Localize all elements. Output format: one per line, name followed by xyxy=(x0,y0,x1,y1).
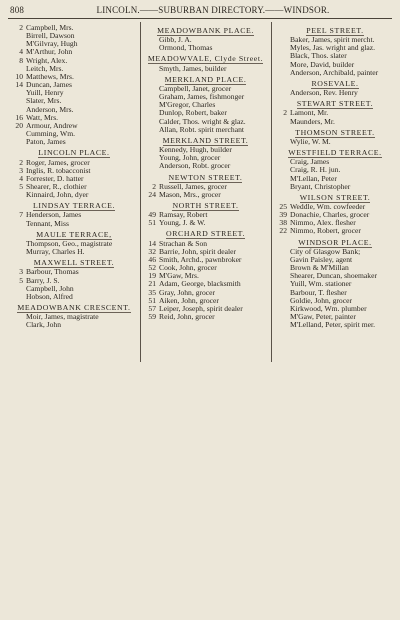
house-number: 2 xyxy=(19,24,23,32)
directory-entry xyxy=(10,97,138,105)
resident-name: Barbour, T. flesher xyxy=(290,288,347,297)
resident-name: Smith, Archd., pawnbroker xyxy=(159,255,242,264)
house-number xyxy=(274,36,290,44)
resident-name: Kennedy, Hugh, builder xyxy=(159,146,232,155)
directory-entry xyxy=(143,183,268,191)
street-heading-text: WESTFIELD TERRACE. xyxy=(288,148,382,158)
resident-name: Baker, James, spirit mercht. xyxy=(290,36,375,45)
resident-name: Leitch, Mrs. xyxy=(26,64,64,73)
house-number xyxy=(274,321,290,329)
house-number: 57 xyxy=(148,303,156,313)
resident-name: Weddle, Wm. cowfeeder xyxy=(290,202,366,211)
directory-entry xyxy=(10,57,138,65)
directory-entry xyxy=(10,175,138,183)
resident-name: Barrie, John, spirit dealer xyxy=(159,247,236,256)
directory-entry xyxy=(274,321,396,329)
resident-name: Moir, James, magistrate xyxy=(26,313,99,322)
directory-entry xyxy=(274,297,396,305)
resident-name: More, David, builder xyxy=(290,60,355,69)
house-number: 10 xyxy=(15,71,23,81)
house-number xyxy=(274,289,290,297)
house-number xyxy=(274,69,290,77)
street-heading xyxy=(274,149,396,157)
house-number xyxy=(10,97,26,105)
directory-entry xyxy=(143,154,268,162)
house-number: 19 xyxy=(148,271,156,281)
house-number xyxy=(274,280,290,288)
directory-entry xyxy=(274,313,396,321)
column-divider xyxy=(271,22,272,362)
directory-entry xyxy=(10,277,138,285)
directory-entry xyxy=(274,52,396,60)
house-number xyxy=(274,118,290,126)
directory-entry xyxy=(143,93,268,101)
house-number xyxy=(10,220,26,228)
resident-name: M'Gilvray, Hugh xyxy=(26,40,78,49)
directory-entry xyxy=(10,293,138,301)
directory-entry xyxy=(143,280,268,288)
house-number: 21 xyxy=(148,279,156,289)
resident-name: Birrell, Dawson xyxy=(26,32,75,41)
street-heading-text: STEWART STREET. xyxy=(296,99,374,109)
directory-entry xyxy=(10,321,138,329)
street-heading xyxy=(10,202,138,210)
resident-name: M'Gaw, Peter, painter xyxy=(290,313,356,321)
street-heading-text: MAULE TERRACE, xyxy=(36,229,112,239)
house-number xyxy=(274,183,290,191)
street-heading xyxy=(274,80,396,88)
directory-entry xyxy=(10,268,138,276)
resident-name: Campbell, John xyxy=(26,284,74,293)
resident-name: Watt, Mrs. xyxy=(26,113,59,122)
directory-entry xyxy=(143,305,268,313)
resident-name: Yuill, Wm. stationer xyxy=(290,280,352,289)
house-number: 46 xyxy=(148,254,156,264)
directory-entry xyxy=(143,109,268,117)
directory-entry xyxy=(274,248,396,256)
resident-name: Thompson, Geo., magistrate xyxy=(26,239,113,248)
resident-name: Russell, James, grocer xyxy=(159,182,227,191)
house-number: 51 xyxy=(148,295,156,305)
directory-entry xyxy=(10,106,138,114)
resident-name: Craig, R. H. jun. xyxy=(290,166,341,175)
house-number xyxy=(10,89,26,97)
street-heading-text: MEADOWVALE, Clyde Street. xyxy=(147,54,264,64)
house-number xyxy=(274,61,290,69)
house-number xyxy=(143,109,159,117)
street-heading xyxy=(274,239,396,247)
house-number xyxy=(274,89,290,97)
street-heading xyxy=(143,230,268,238)
header-rule xyxy=(8,18,392,19)
directory-entry xyxy=(10,285,138,293)
directory-entry xyxy=(274,211,396,219)
house-number xyxy=(274,305,290,313)
directory-entry xyxy=(143,36,268,44)
street-heading xyxy=(274,27,396,35)
house-number xyxy=(143,85,159,93)
house-number: 2 xyxy=(152,181,156,191)
directory-entry xyxy=(274,219,396,227)
street-heading-text: WILSON STREET. xyxy=(299,192,371,202)
resident-name: Nimmo, Robert, grocer xyxy=(290,227,361,236)
directory-entry xyxy=(143,297,268,305)
directory-entry xyxy=(10,122,138,130)
street-heading-text: LINCOLN PLACE. xyxy=(38,148,110,158)
house-number xyxy=(143,93,159,101)
resident-name: Armour, Andrew xyxy=(26,121,78,130)
house-number xyxy=(10,293,26,301)
directory-entry xyxy=(10,65,138,73)
directory-entry xyxy=(10,313,138,321)
street-heading-text: ROSEVALE. xyxy=(311,78,359,88)
street-heading-text: THOMSON STREET. xyxy=(295,127,375,137)
directory-entry xyxy=(10,48,138,56)
directory-entry xyxy=(143,126,268,134)
house-number xyxy=(274,248,290,256)
resident-name: Donachie, Charles, grocer xyxy=(290,211,370,220)
directory-entry xyxy=(274,69,396,77)
resident-name: M'Gregor, Charles xyxy=(159,101,216,110)
resident-name: Reid, John, grocer xyxy=(159,313,215,321)
house-number: 14 xyxy=(15,80,23,90)
street-heading xyxy=(143,27,268,35)
directory-entry xyxy=(274,289,396,297)
house-number: 4 xyxy=(19,173,23,183)
resident-name: Anderson, Mrs. xyxy=(26,105,74,114)
directory-entry xyxy=(274,203,396,211)
directory-entry xyxy=(10,114,138,122)
resident-name: Shearer, Duncan, shoemaker xyxy=(290,272,377,281)
house-number: 2 xyxy=(19,157,23,167)
street-heading xyxy=(143,202,268,210)
resident-name: Paton, James xyxy=(26,138,66,147)
resident-name: Clark, John xyxy=(26,321,62,330)
resident-name: Matthews, Mrs. xyxy=(26,72,74,81)
street-heading xyxy=(10,304,138,312)
directory-entry xyxy=(143,272,268,280)
resident-name: Hobson, Alfred xyxy=(26,292,73,301)
house-number xyxy=(143,36,159,44)
resident-name: Gavin Paisley, agent xyxy=(290,255,353,264)
street-heading-text: MEADOWBANK CRESCENT. xyxy=(17,303,131,312)
directory-entry xyxy=(10,138,138,146)
directory-entry xyxy=(274,183,396,191)
directory-entry xyxy=(10,89,138,97)
directory-entry xyxy=(10,81,138,89)
house-number xyxy=(10,240,26,248)
resident-name: Barbour, Thomas xyxy=(26,268,79,277)
directory-entry xyxy=(143,289,268,297)
house-number xyxy=(143,101,159,109)
directory-entry xyxy=(143,146,268,154)
house-number: 7 xyxy=(19,210,23,220)
resident-name: M'Lellan, Peter xyxy=(290,174,337,183)
directory-entry xyxy=(10,40,138,48)
directory-entry xyxy=(143,191,268,199)
house-number xyxy=(143,65,159,73)
column-2 xyxy=(143,24,268,364)
directory-entry xyxy=(143,219,268,227)
column-divider xyxy=(140,22,141,362)
resident-name: Young, J. & W. xyxy=(159,219,206,228)
resident-name: Campbell, Janet, grocer xyxy=(159,84,232,93)
resident-name: Slater, Mrs. xyxy=(26,97,62,106)
resident-name: M'Gaw, Mrs. xyxy=(159,272,199,281)
resident-name: Cumming, Wm. xyxy=(26,130,76,139)
house-number xyxy=(274,44,290,52)
house-number xyxy=(274,297,290,305)
house-number xyxy=(143,162,159,170)
house-number xyxy=(274,313,290,321)
resident-name: Adam, George, blacksmith xyxy=(159,280,241,289)
directory-entry xyxy=(10,220,138,228)
directory-entry xyxy=(143,162,268,170)
directory-entry xyxy=(10,248,138,256)
directory-entry xyxy=(274,264,396,272)
house-number: 5 xyxy=(19,181,23,191)
house-number xyxy=(10,138,26,146)
directory-entry xyxy=(274,44,396,52)
resident-name: Anderson, Rev. Henry xyxy=(290,89,358,98)
resident-name: M'Arthur, John xyxy=(26,48,73,57)
directory-entry xyxy=(274,280,396,288)
resident-name: City of Glasgow Bank; xyxy=(290,247,361,256)
house-number xyxy=(274,166,290,174)
resident-name: Kinnaird, John, dyer xyxy=(26,191,89,200)
resident-name: Strachan & Son xyxy=(159,239,208,248)
column-1 xyxy=(10,24,138,364)
directory-entry xyxy=(274,158,396,166)
house-number xyxy=(10,32,26,40)
house-number xyxy=(143,154,159,162)
house-number: 39 xyxy=(279,210,287,220)
street-heading-text: NORTH STREET. xyxy=(172,200,239,210)
directory-entry xyxy=(10,32,138,40)
directory-entry xyxy=(10,167,138,175)
street-heading xyxy=(274,194,396,202)
resident-name: Aiken, John, grocer xyxy=(159,296,219,305)
directory-entry xyxy=(143,248,268,256)
street-heading xyxy=(274,100,396,108)
resident-name: Black, Thos. slater xyxy=(290,52,347,61)
resident-name: Cook, John, grocer xyxy=(159,264,217,273)
house-number: 2 xyxy=(283,108,287,118)
street-heading xyxy=(143,76,268,84)
house-number xyxy=(274,138,290,146)
page-header xyxy=(10,3,390,17)
resident-name: Leiper, Joseph, spirit dealer xyxy=(159,304,243,313)
directory-entry xyxy=(143,313,268,321)
resident-name: Forrester, D. hatter xyxy=(26,174,84,183)
directory-entry xyxy=(10,240,138,248)
resident-name: Kirkwood, Wm. plumber xyxy=(290,304,367,313)
street-heading-text: WINDSOR PLACE. xyxy=(298,237,372,247)
house-number xyxy=(274,175,290,183)
house-number: 4 xyxy=(19,47,23,57)
resident-name: Gibb, J. A. xyxy=(159,36,192,45)
house-number xyxy=(10,313,26,321)
street-heading-text: MEADOWBANK PLACE. xyxy=(157,26,254,35)
house-number xyxy=(10,321,26,329)
resident-name: Barry, J. S. xyxy=(26,276,60,285)
running-title: LINCOLN.——SUBURBAN DIRECTORY.——WINDSOR. xyxy=(96,5,330,15)
resident-name: Yuill, Henry xyxy=(26,89,64,98)
street-heading xyxy=(143,174,268,182)
house-number: 16 xyxy=(15,112,23,122)
house-number xyxy=(274,264,290,272)
resident-name: Nimmo, Alex. flesher xyxy=(290,219,356,228)
street-heading-text: NEWTON STREET. xyxy=(168,172,243,182)
house-number xyxy=(143,118,159,126)
directory-entry xyxy=(274,166,396,174)
house-number: 3 xyxy=(19,165,23,175)
house-number: 8 xyxy=(19,55,23,65)
house-number xyxy=(10,285,26,293)
house-number xyxy=(10,248,26,256)
directory-entry xyxy=(274,36,396,44)
directory-entry xyxy=(143,118,268,126)
page-number: 808 xyxy=(10,5,25,15)
street-heading-text: MERKLAND PLACE. xyxy=(164,74,247,84)
house-number: 25 xyxy=(279,201,287,211)
directory-entry xyxy=(274,109,396,117)
house-number xyxy=(143,44,159,52)
resident-name: Roger, James, grocer xyxy=(26,158,90,167)
street-heading xyxy=(274,129,396,137)
resident-name: Allan, Robt. spirit merchant xyxy=(159,125,244,134)
directory-entry xyxy=(274,89,396,97)
street-heading xyxy=(10,149,138,157)
resident-name: Ramsay, Robert xyxy=(159,211,208,220)
house-number: 35 xyxy=(148,287,156,297)
directory-entry xyxy=(10,191,138,199)
resident-name: Wright, Alex. xyxy=(26,56,68,65)
street-heading-text: MAXWELL STREET. xyxy=(33,258,115,268)
house-number: 20 xyxy=(15,120,23,130)
directory-entry xyxy=(274,138,396,146)
street-heading-text: PEEL STREET. xyxy=(306,26,364,35)
house-number: 38 xyxy=(279,218,287,228)
resident-name: Duncan, James xyxy=(26,81,72,90)
directory-entry xyxy=(274,227,396,235)
resident-name: Tennant, Miss xyxy=(26,219,69,228)
house-number: 32 xyxy=(148,246,156,256)
resident-name: Shearer, R., clothier xyxy=(26,182,87,191)
house-number: 24 xyxy=(148,189,156,199)
directory-entry xyxy=(274,175,396,183)
resident-name: Gray, John, grocer xyxy=(159,288,216,297)
directory-entry xyxy=(10,183,138,191)
resident-name: Wylie, W. M. xyxy=(290,137,331,146)
resident-name: Mason, Mrs., grocer xyxy=(159,190,221,199)
directory-entry xyxy=(10,73,138,81)
house-number: 52 xyxy=(148,263,156,273)
house-number: 5 xyxy=(19,275,23,285)
directory-entry xyxy=(143,211,268,219)
house-number xyxy=(274,158,290,166)
directory-entry xyxy=(143,101,268,109)
house-number: 22 xyxy=(279,226,287,236)
resident-name: Bryant, Christopher xyxy=(290,182,351,191)
directory-entry xyxy=(274,305,396,313)
house-number xyxy=(274,52,290,60)
resident-name: Calder, Thos. wright & glaz. xyxy=(159,117,246,126)
house-number: 59 xyxy=(148,312,156,321)
directory-entry xyxy=(143,240,268,248)
house-number xyxy=(10,130,26,138)
directory-entry xyxy=(10,24,138,32)
street-heading xyxy=(143,55,268,63)
house-number xyxy=(143,126,159,134)
directory-entry xyxy=(10,211,138,219)
column-3 xyxy=(274,24,396,364)
house-number: 49 xyxy=(148,210,156,220)
house-number: 51 xyxy=(148,218,156,228)
street-heading-text: LINDSAY TERRACE. xyxy=(32,201,116,211)
house-number xyxy=(10,40,26,48)
street-heading-text: MERKLAND STREET. xyxy=(162,135,249,145)
resident-name: Anderson, Robt. grocer xyxy=(159,162,231,171)
directory-entry xyxy=(274,272,396,280)
resident-name: Anderson, Archibald, painter xyxy=(290,68,379,77)
directory-entry xyxy=(143,44,268,52)
resident-name: Craig, James xyxy=(290,158,330,167)
directory-entry xyxy=(143,264,268,272)
house-number: 14 xyxy=(148,238,156,248)
directory-entry xyxy=(10,130,138,138)
resident-name: Maunders, Mr. xyxy=(290,117,335,126)
directory-entry xyxy=(143,85,268,93)
resident-name: Inglis, R. tobacconist xyxy=(26,166,91,175)
resident-name: Smyth, James, builder xyxy=(159,64,227,73)
street-heading xyxy=(143,137,268,145)
street-heading xyxy=(10,259,138,267)
house-number xyxy=(274,272,290,280)
resident-name: Goldie, John, grocer xyxy=(290,296,352,305)
house-number: 3 xyxy=(19,267,23,277)
directory-entry xyxy=(274,256,396,264)
street-heading xyxy=(10,231,138,239)
directory-entry xyxy=(143,65,268,73)
house-number xyxy=(143,146,159,154)
resident-name: Lamont, Mr. xyxy=(290,109,329,118)
resident-name: Campbell, Mrs. xyxy=(26,24,74,32)
resident-name: Brown & M'Millan xyxy=(290,264,349,273)
resident-name: Graham, James, fishmonger xyxy=(159,93,245,102)
directory-entry xyxy=(10,159,138,167)
directory-entry xyxy=(143,256,268,264)
resident-name: Dunlop, Robert, baker xyxy=(159,109,227,118)
resident-name: Young, John, grocer xyxy=(159,154,221,163)
resident-name: Henderson, James xyxy=(26,211,82,220)
street-heading-text: ORCHARD STREET. xyxy=(165,229,246,239)
resident-name: Murray, Charles H. xyxy=(26,248,85,257)
directory-entry xyxy=(274,118,396,126)
resident-name: Ormond, Thomas xyxy=(159,44,213,53)
resident-name: M'Lelland, Peter, spirit mer. xyxy=(290,321,375,330)
resident-name: Myles, Jas. wright and glaz. xyxy=(290,44,375,53)
house-number xyxy=(10,191,26,199)
house-number xyxy=(274,256,290,264)
directory-entry xyxy=(274,61,396,69)
